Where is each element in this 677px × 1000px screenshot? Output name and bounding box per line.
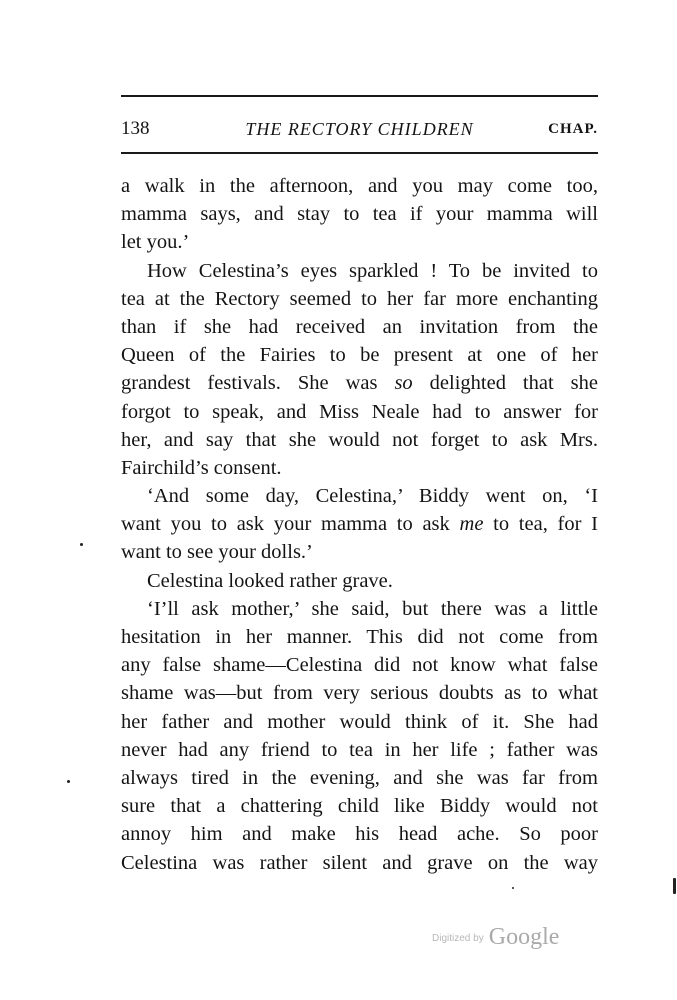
text-line: mamma says, and stay to tea if your mamma will (121, 203, 598, 226)
running-header (121, 116, 598, 142)
header-top-rule (121, 95, 598, 97)
text-line: let you.’ (121, 231, 190, 254)
body-text (121, 172, 598, 877)
text-segment: want you to ask your mamma to ask (121, 513, 460, 536)
scan-edge-mark (673, 878, 676, 894)
scan-speck (80, 543, 83, 546)
text-segment: grandest festivals. She was (121, 372, 395, 395)
text-line: How Celestina’s eyes sparkled ! To be invited to (147, 259, 598, 282)
text-line: Queen of the Fairies to be present at one of her (121, 344, 598, 367)
text-line: Celestina looked rather grave. (147, 569, 393, 592)
text-line: Fairchild’s consent. (121, 456, 282, 479)
text-line: hesitation in her manner. This did not come from (121, 626, 598, 648)
emphasis-so: so (394, 372, 413, 395)
running-title: THE RECTORY CHILDREN (245, 119, 474, 139)
page-number: 138 (121, 118, 150, 139)
text-line: forgot to speak, and Miss Neale had to answer for (121, 400, 598, 423)
digitized-by-google-watermark (432, 924, 592, 954)
scan-speck (67, 780, 70, 783)
text-line: her father and mother would think of it. She had (121, 710, 598, 733)
emphasis-me: me (459, 513, 484, 536)
text-line-emphasis (121, 510, 598, 538)
digitized-by-label: Digitized by (432, 933, 484, 944)
text-line: than if she had received an invitation from the (121, 315, 598, 338)
text-line: ‘I’ll ask mother,’ she said, but there was a little (147, 597, 598, 620)
text-line: ‘And some day, Celestina,’ Biddy went on, ‘I (147, 485, 598, 508)
text-line: sure that a chattering child like Biddy would not (121, 795, 598, 818)
text-line: annoy him and make his head ache. So poor (121, 823, 598, 846)
text-segment: delighted that she (412, 372, 598, 395)
text-line: Celestina was rather silent and grave on the way (121, 851, 598, 874)
text-line-emphasis (121, 369, 598, 397)
text-line: her, and say that she would not forget to ask Mrs. (121, 428, 598, 451)
text-line: tea at the Rectory seemed to her far more enchanting (121, 287, 598, 310)
text-line: want to see your dolls.’ (121, 541, 313, 564)
text-line: any false shame—Celestina did not know what false (121, 654, 598, 677)
text-line: never had any friend to tea in her life ; father was (121, 738, 598, 761)
text-line: always tired in the evening, and she was far from (121, 766, 598, 789)
text-line: shame was—but from very serious doubts as to what (121, 682, 598, 705)
text-segment: to tea, for I (483, 513, 598, 536)
header-bottom-rule (121, 152, 598, 154)
scan-speck (512, 887, 514, 889)
google-logo: Google (488, 924, 560, 950)
text-line: a walk in the afternoon, and you may come too, (121, 175, 598, 197)
chapter-label: CHAP. (548, 121, 598, 137)
